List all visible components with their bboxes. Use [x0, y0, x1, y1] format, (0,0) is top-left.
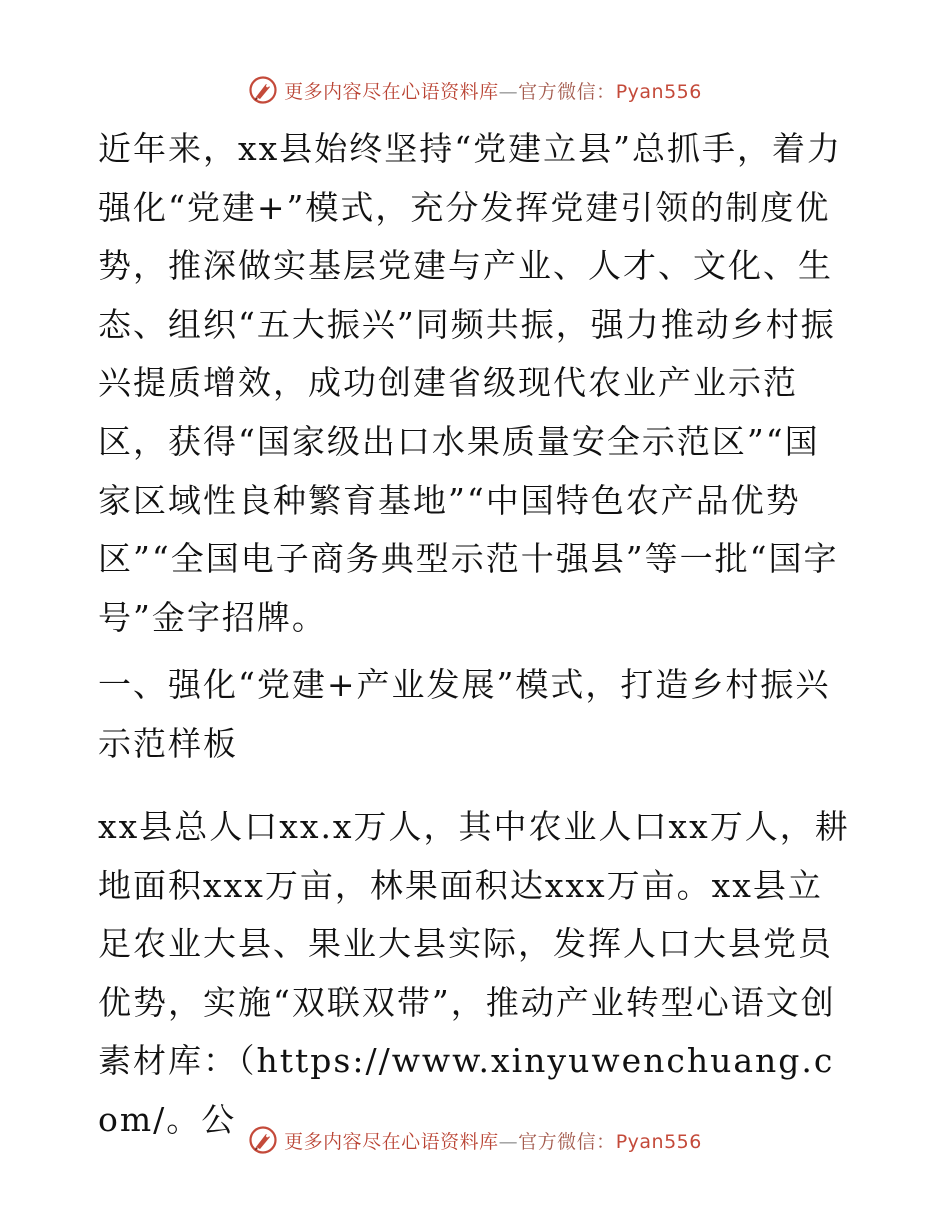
watermark-wechat-id: Pyan556: [615, 80, 702, 103]
watermark-text: [284, 77, 702, 104]
watermark-separator: —: [498, 1130, 519, 1153]
header-watermark: [0, 70, 950, 110]
pen-nib-circle-icon: [248, 75, 278, 105]
watermark-wechat-label: 官方微信：: [518, 80, 616, 103]
intro-paragraph: 近年来，xx县始终坚持“党建立县”总抓手，着力强化“党建+”模式，充分发挥党建引领的制度优势，推深做实基层党建与产业、人才、文化、生态、组织“五大振兴”同频共振，强力推动乡村振兴提质增效，成功创建省级现代农业产业示范区，获得“国家级出口水果质量安全示范区”“国家区域性良种繁育基地”“中国特色农产品优势区”“全国电子商务典型示范十强县”等一批“国字号”金字招牌。: [98, 129, 842, 637]
watermark-brand: 更多内容尽在心语资料库: [284, 80, 499, 103]
pen-nib-circle-icon: [248, 1125, 278, 1155]
section-heading: 一、强化“党建+产业发展”模式，打造乡村振兴示范样板: [98, 665, 831, 763]
watermark-brand: 更多内容尽在心语资料库: [284, 1130, 499, 1153]
footer-watermark: [0, 1120, 950, 1160]
watermark-text: [284, 1127, 702, 1154]
document-body: [98, 120, 850, 1139]
body-paragraph: xx县总人口xx.x万人，其中农业人口xx万人，耕地面积xxx万亩，林果面积达xxx万亩。xx县立足农业大县、果业大县实际，发挥人口大县党员优势，实施“双联双带”，推动产业转型心语文创素材库：（https://www.xinyuwenchuang.com/。公: [98, 807, 850, 1139]
watermark-separator: —: [498, 80, 519, 103]
watermark-wechat-id: Pyan556: [615, 1130, 702, 1153]
watermark-wechat-label: 官方微信：: [518, 1130, 616, 1153]
